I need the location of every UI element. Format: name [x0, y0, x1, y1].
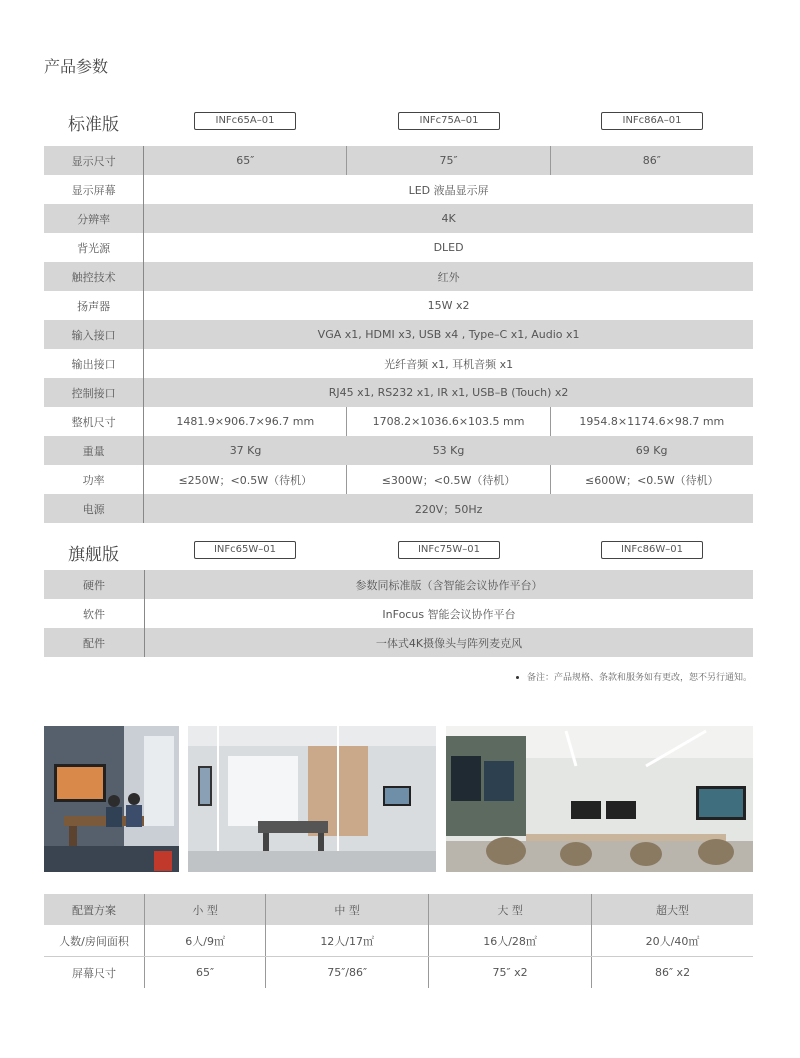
model-label: INFc75A–01: [398, 112, 500, 130]
cell: InFocus 智能会议协作平台: [382, 607, 516, 621]
table-row: [44, 570, 753, 599]
cell: ≤600W；<0.5W（待机）: [550, 465, 753, 494]
table-row: [44, 494, 753, 523]
cell: 1954.8×1174.6×98.7 mm: [550, 407, 753, 436]
table-row: [44, 465, 753, 494]
cell: 4K: [144, 204, 753, 233]
row-label: 整机尺寸: [44, 407, 144, 436]
cell: 37 Kg: [144, 436, 347, 465]
cell: 12人/17㎡: [266, 925, 429, 957]
model-label: INFc75W–01: [398, 541, 500, 559]
row-label: 重量: [44, 436, 144, 465]
cell: 1481.9×906.7×96.7 mm: [176, 415, 315, 428]
cell: 220V；50Hz: [144, 494, 753, 523]
photo-small-room: [44, 726, 179, 872]
row-label: 功率: [44, 465, 144, 494]
table-row: [44, 204, 753, 233]
row-label: 屏幕尺寸: [72, 966, 116, 980]
table-row: [44, 291, 753, 320]
table-row: [44, 599, 753, 628]
flagship-spec-table: [44, 570, 753, 657]
row-label: 分辨率: [44, 204, 144, 233]
table-row: [44, 349, 753, 378]
cell: 15W x2: [427, 299, 470, 312]
table-row: [44, 233, 753, 262]
cell: DLED: [433, 241, 464, 254]
row-label: 扬声器: [44, 291, 144, 320]
cell: 75″ x2: [429, 957, 592, 989]
model-label: INFc65W–01: [194, 541, 296, 559]
configuration-table: [44, 894, 753, 988]
table-row: [44, 262, 753, 291]
cell: ≤250W；<0.5W（待机）: [178, 473, 313, 487]
table-row: [44, 957, 753, 989]
row-label: 背光源: [44, 233, 144, 262]
cell: 86″ x2: [592, 957, 753, 989]
cell: 65″: [145, 957, 266, 989]
cell: 红外: [144, 262, 753, 291]
cell: 65″: [144, 146, 347, 175]
table-header-row: [44, 894, 753, 925]
photo-medium-room: [188, 726, 436, 872]
row-label: 触控技术: [44, 262, 144, 291]
footnote-text: 备注：产品规格、条款和服务如有更改，恕不另行通知。: [526, 673, 752, 683]
cell: 53 Kg: [347, 436, 550, 465]
cell: LED 液晶显示屏: [408, 183, 489, 197]
table-row: [44, 628, 753, 657]
table-row: [44, 407, 753, 436]
cell: 6人/9㎡: [145, 925, 266, 957]
cell: 20人/40㎡: [592, 925, 753, 957]
header-cell: 超大型: [592, 894, 753, 925]
page-title: 产品参数: [44, 57, 109, 76]
table-row: [44, 146, 753, 175]
row-label: 硬件: [44, 570, 145, 599]
cell: 69 Kg: [550, 436, 753, 465]
header-cell: 中 型: [266, 894, 429, 925]
table-row: [44, 320, 753, 349]
cell: VGA x1, HDMI x3, USB x4 , Type–C x1, Audio x1: [144, 320, 753, 349]
cell: 86″: [550, 146, 753, 175]
table-row: [44, 175, 753, 204]
row-label: 控制接口: [44, 378, 144, 407]
header-cell: 大 型: [429, 894, 592, 925]
cell: 75″: [347, 146, 550, 175]
cell: RJ45 x1, RS232 x1, IR x1, USB–B (Touch) x2: [144, 378, 753, 407]
model-label: INFc86A–01: [601, 112, 703, 130]
model-label: INFc65A–01: [194, 112, 296, 130]
cell: 75″/86″: [266, 957, 429, 989]
row-label: 软件: [44, 599, 145, 628]
standard-spec-table: [44, 146, 753, 523]
model-label: INFc86W–01: [601, 541, 703, 559]
row-label: 显示尺寸: [44, 146, 144, 175]
table-row: [44, 925, 753, 957]
table-row: [44, 436, 753, 465]
row-label: 电源: [44, 494, 144, 523]
row-label: 配件: [44, 628, 145, 657]
table-row: [44, 378, 753, 407]
cell: 一体式4K摄像头与阵列麦克风: [145, 628, 754, 657]
row-label: 输入接口: [44, 320, 144, 349]
cell: 16人/28㎡: [429, 925, 592, 957]
row-label: 人数/房间面积: [44, 925, 145, 957]
cell: 光纤音频 x1, 耳机音频 x1: [384, 357, 514, 371]
cell: 参数同标准版（含智能会议协作平台）: [145, 570, 754, 599]
row-label: 输出接口: [44, 349, 144, 378]
header-cell: 小 型: [145, 894, 266, 925]
photo-large-room: [446, 726, 753, 872]
header-cell: 配置方案: [44, 894, 145, 925]
cell: 1708.2×1036.6×103.5 mm: [347, 407, 550, 436]
standard-edition-title: 标准版: [68, 115, 119, 135]
bullet-icon: [516, 676, 519, 679]
row-label: 显示屏幕: [44, 175, 144, 204]
cell: ≤300W；<0.5W（待机）: [347, 465, 550, 494]
footnote: [516, 670, 752, 683]
flagship-edition-title: 旗舰版: [68, 545, 119, 565]
